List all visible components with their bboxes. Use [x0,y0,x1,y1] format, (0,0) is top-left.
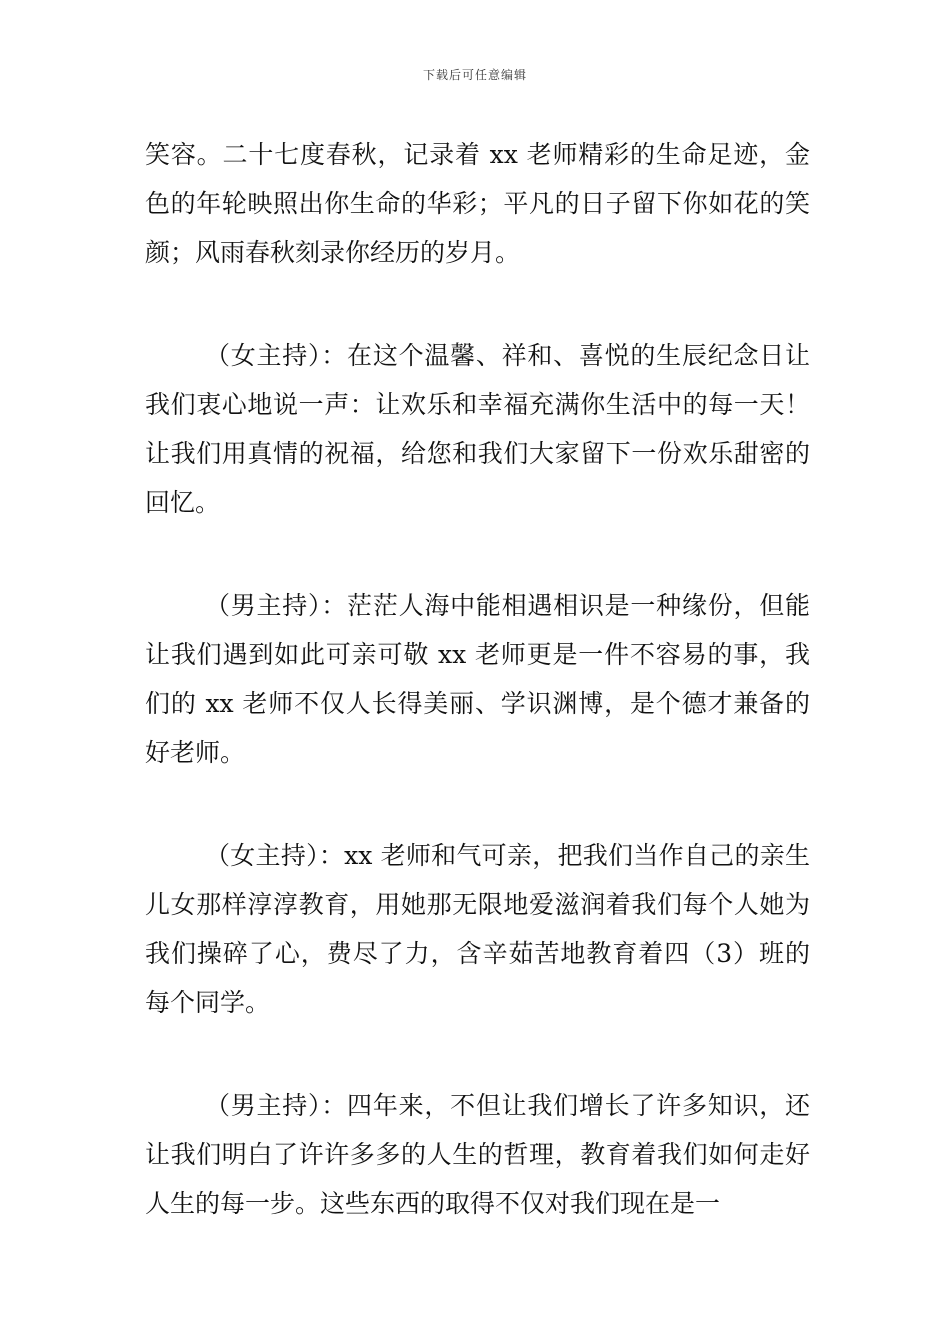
paragraph-5: （男主持）：四年来，不但让我们增长了许多知识，还让我们明白了许许多多的人生的哲理，教育着我们如何走好人生的每一步。这些东西的取得不仅对我们现在是一 [145,1091,810,1218]
paragraph-4: （女主持）：xx 老师和气可亲，把我们当作自己的亲生儿女那样淳淳教育，用她那无限地爱滋润着我们每个人她为我们操碎了心，费尽了力，含辛茹苦地教育着四（3）班的每个同学。 [145,841,810,1017]
page-header: 下载后可任意编辑 [422,68,527,82]
paragraph-3: （男主持）：茫茫人海中能相遇相识是一种缘份，但能让我们遇到如此可亲可敬 xx 老师更是一件不容易的事，我们的 xx 老师不仅人长得美丽、学识渊博，是个德才兼备的好老师。 [145,591,810,767]
paragraph-1: 笑容。二十七度春秋，记录着 xx 老师精彩的生命足迹，金色的年轮映照出你生命的华彩；平凡的日子留下你如花的笑颜；风雨春秋刻录你经历的岁月。 [145,140,810,267]
paragraph-gap [145,527,810,581]
paragraph-gap [145,1027,810,1081]
paragraph-gap [145,777,810,831]
paragraph-2: （女主持）：在这个温馨、祥和、喜悦的生辰纪念日让我们衷心地说一声：让欢乐和幸福充满你生活中的每一天！让我们用真情的祝福，给您和我们大家留下一份欢乐甜密的回忆。 [145,341,810,517]
paragraph-gap [145,277,810,331]
document-body [145,130,810,1228]
